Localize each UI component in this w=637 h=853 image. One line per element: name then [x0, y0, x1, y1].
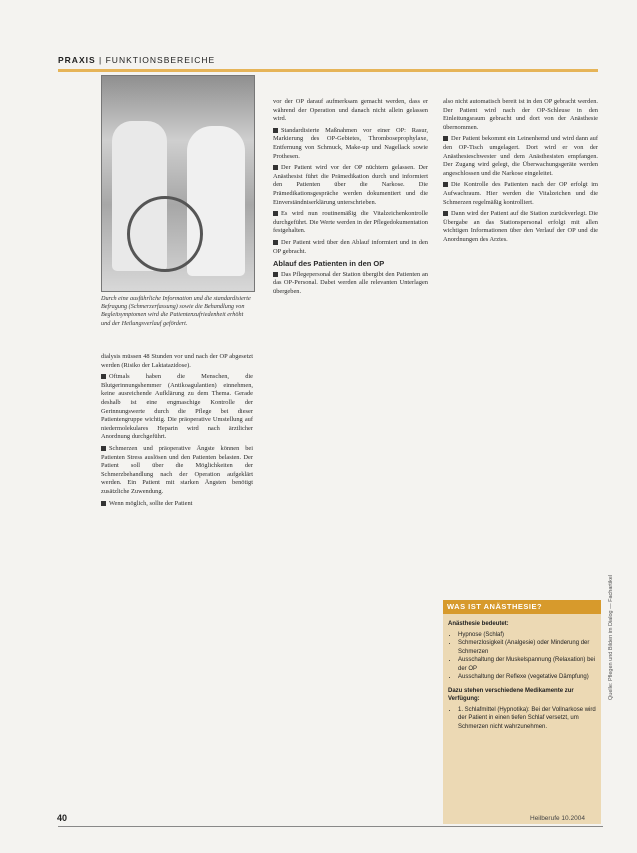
- header-rule: [58, 69, 598, 72]
- paragraph: Oftmals haben die Menschen, die Blutgerinnungshemmer (Antikoagulantien) einnehmen, keine ausreichende Aufklärung zu dem Thema. Gerade deshalb ist eine engmaschige Kontrolle der Gerinnungswerte durch die Pflege bei dieser Patientengruppe wichtig. Die präoperative Umstellung auf niedermolekulares Heparin wird nach ärztlicher Anordnung durchgeführt.: [101, 373, 253, 441]
- paragraph: Standardisierte Maßnahmen vor einer OP: Rasur, Markierung des OP-Gebietes, Thromboseprophylaxe, Entfernung von Schmuck, Make-up und Nagellack sowie Prothesen.: [273, 126, 428, 160]
- journal-issue: Heilberufe 10.2004: [530, 815, 585, 822]
- article-photo: [101, 75, 255, 292]
- running-header: [58, 55, 598, 69]
- header-separator: |: [99, 55, 106, 65]
- list-item: • 1. Schlafmittel (Hypnotika): Bei der Vollnarkose wird der Patient in einen tiefen Schlaf versetzt, um Schmerzen nicht wahrzunehmen.: [458, 706, 596, 732]
- infobox-title: WAS IST ANÄSTHESIE?: [443, 600, 601, 614]
- paragraph: Der Patient wird vor der OP nüchtern gelassen. Der Anästhesist führt die Prämedikation durch und informiert den Patienten über die Narkose. Die Prämedikationsgespräche werden dokumentiert und die Einverständniserklärung unterschrieben.: [273, 164, 428, 206]
- list-item: • Schmerzlosigkeit (Analgesie) oder Minderung der Schmerzen: [458, 639, 596, 656]
- infobox: [443, 614, 601, 824]
- side-note: Quelle: Pflegen und Bilden im Dialog — Fachartikel: [608, 574, 614, 700]
- infobox-lead: Anästhesie bedeutet:: [448, 621, 509, 627]
- header-kicker: PRAXIS: [58, 55, 96, 65]
- paragraph: dialysis müssen 48 Stunden vor und nach der OP abgesetzt werden (Risiko der Laktatazidose).: [101, 353, 253, 369]
- bullet-icon: [273, 240, 278, 245]
- infobox-lead-2: Dazu stehen verschiedene Medikamente zur Verfügung:: [448, 687, 574, 702]
- column-3: [443, 98, 598, 248]
- page-number: 40: [57, 813, 68, 823]
- paragraph: Das Pflegepersonal der Station übergibt den Patienten an das OP-Personal. Dabei werden alle relevanten Unterlagen übergeben.: [273, 270, 428, 295]
- paragraph: Wenn möglich, sollte der Patient: [101, 500, 253, 509]
- bullet-icon: [101, 501, 106, 506]
- bullet-icon: [273, 272, 278, 277]
- list-item: • Ausschaltung der Muskelspannung (Relaxation) bei der OP: [458, 656, 596, 673]
- bullet-icon: [273, 165, 278, 170]
- paragraph: also nicht automatisch bereit ist in den OP gebracht werden. Der Patient wird nach der OP-Schleuse in den Einleitungsraum gebracht und dort von der Anästhesie übernommen.: [443, 98, 598, 131]
- paragraph: Dann wird der Patient auf die Station zurückverlegt. Die Übergabe an das Stationspersonal erfolgt mit allen wichtigen Informationen über den Verlauf der OP und die Anordnungen des Arztes.: [443, 210, 598, 243]
- bullet-icon: [101, 374, 106, 379]
- column-2: [273, 98, 428, 299]
- photo-wheelchair: [127, 196, 203, 272]
- column-1: [101, 353, 253, 511]
- infobox-list: [448, 631, 596, 682]
- paragraph: Schmerzen und präoperative Ängste können bei Patienten Stress auslösen und den Patienten belasten. Der Patient soll über die Möglichkeiten der Schmerzbehandlung nach der Operation aufgeklärt werden. Ein Patient mit starken Ängsten benötigt zusätzliche Zuwendung.: [101, 444, 253, 495]
- bullet-icon: [443, 211, 448, 216]
- paragraph: Der Patient wird über den Ablauf informiert und in den OP gebracht.: [273, 238, 428, 255]
- list-item: • Hypnose (Schlaf): [458, 631, 596, 640]
- paragraph: Es wird nun routinemäßig die Vitalzeichenkontrolle durchgeführt. Die Werte werden in der Pflegedokumentation festgehalten.: [273, 210, 428, 235]
- photo-caption: Durch eine ausführliche Information und die standardisierte Befragung (Schmerzerfassung) sowie die Behandlung von Begleitsymptomen wird die Patientenzufriedenheit erhöht und der Heilungsverlauf gefördert.: [101, 295, 251, 327]
- paragraph: vor der OP darauf aufmerksam gemacht werden, dass er während der Operation und danach nicht allein gelassen wird.: [273, 98, 428, 123]
- paragraph: Der Patient bekommt ein Leinenhemd und wird dann auf den OP-Tisch umgelagert. Dort wird er von der Anästhesieschwester und dem Anästhesisten empfangen. Der Zugang wird gelegt, die Überwachungsgeräte werden angeschlossen und die Narkose eingeleitet.: [443, 135, 598, 177]
- infobox-list-2: [448, 706, 596, 732]
- list-item: • Ausschaltung der Reflexe (vegetative Dämpfung): [458, 673, 596, 682]
- bullet-icon: [273, 211, 278, 216]
- header-section: FUNKTIONSBEREICHE: [105, 55, 216, 65]
- bullet-icon: [101, 446, 106, 451]
- section-heading: Ablauf des Patienten in den OP: [273, 259, 385, 269]
- bullet-icon: [273, 128, 278, 133]
- footer-rule: [58, 826, 603, 827]
- paragraph: Die Kontrolle des Patienten nach der OP erfolgt im Aufwachraum. Hier werden die Vitalzeichen und die Schmerzen regelmäßig kontrolliert.: [443, 181, 598, 206]
- bullet-icon: [443, 136, 448, 141]
- bullet-icon: [443, 182, 448, 187]
